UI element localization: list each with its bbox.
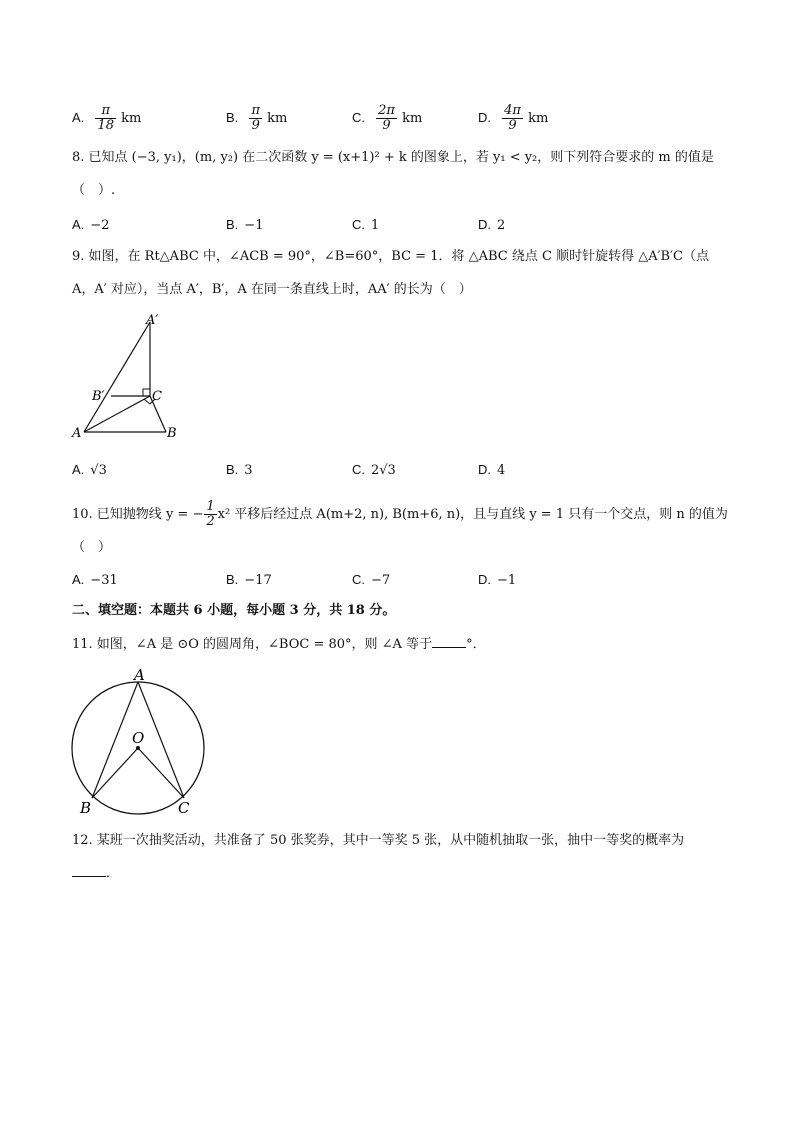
label-a-prime: A′: [146, 313, 159, 328]
fraction-denominator: 9: [251, 118, 260, 133]
q7-option-c: [352, 104, 422, 133]
option-text: 1: [371, 218, 380, 233]
label-b-prime: B′: [92, 389, 105, 404]
q12-stem-post: ．: [106, 866, 120, 881]
q7-option-b: [226, 104, 287, 133]
q7-option-d: [478, 104, 548, 133]
q8-option-b: [226, 212, 263, 239]
fraction: [95, 104, 116, 133]
fraction: [249, 104, 262, 133]
option-label: A.: [72, 217, 85, 232]
option-label: C.: [352, 572, 365, 587]
q8-stem-line-2: （ ）.: [72, 183, 116, 198]
q10-stem-line-2: （ ）: [72, 540, 112, 555]
unit: km: [528, 111, 549, 126]
q10-option-d: [478, 567, 516, 594]
option-text: −7: [371, 573, 391, 588]
fraction: [204, 500, 216, 529]
option-text: −2: [90, 218, 110, 233]
fraction-denominator: 2: [206, 514, 215, 529]
fraction-denominator: 9: [508, 118, 517, 133]
right-angle-mark: [143, 389, 150, 396]
q9-options: [72, 457, 732, 483]
q8-option-c: [352, 212, 379, 239]
q9-stem-line-1: 9. 如图，在 Rt△ABC 中，∠ACB = 90°，∠B=60°，BC = 1．将 △ABC 绕点 C 顺时针旋转得 △A′B′C（点: [72, 249, 709, 264]
fraction-numerator: 4π: [504, 103, 521, 118]
fraction-denominator: 9: [382, 118, 391, 133]
unit: km: [121, 111, 142, 126]
q10-stem-pre: 10. 已知抛物线 y = −: [72, 507, 204, 522]
option-label: B.: [226, 110, 239, 125]
option-text: −31: [90, 573, 118, 588]
radius-ob: [92, 748, 138, 798]
option-label: A.: [72, 462, 85, 477]
q11-circle-figure: [64, 664, 214, 819]
q9-option-d: [478, 457, 505, 484]
q11-stem-post: °．: [466, 637, 486, 652]
chord-ac: [138, 682, 184, 798]
answer-blank[interactable]: [72, 862, 106, 877]
q12-stem-line-1: 12. 某班一次抽奖活动，共准备了 50 张奖券，其中一等奖 5 张，从中随机抽取一张，抽中一等奖的概率为: [72, 833, 685, 848]
option-label: B.: [226, 462, 239, 477]
label-c: C: [152, 389, 162, 404]
q10-option-c: [352, 567, 390, 594]
option-text: −17: [244, 573, 272, 588]
q7-option-a: [72, 104, 141, 133]
label-b: B: [167, 426, 177, 441]
option-label: D.: [478, 217, 491, 232]
option-label: A.: [72, 572, 85, 587]
q10-stem-line-1: [72, 500, 734, 529]
option-label: C.: [352, 462, 365, 477]
answer-blank[interactable]: [432, 633, 466, 648]
option-label: B.: [226, 217, 239, 232]
label-b: B: [80, 799, 92, 817]
q8-option-a: [72, 212, 109, 239]
q7-options: [72, 103, 732, 133]
option-label: D.: [478, 110, 491, 125]
q10-options: [72, 567, 732, 593]
fraction: [502, 104, 523, 133]
q12-stem-line-2: [72, 862, 734, 884]
q11-stem-pre: 11. 如图，∠A 是 ⊙O 的圆周角，∠BOC = 80°，则 ∠A 等于: [72, 637, 433, 652]
option-text: 4: [497, 463, 506, 478]
label-o: O: [132, 729, 145, 747]
unit: km: [402, 111, 423, 126]
q8-option-d: [478, 212, 505, 239]
option-text: −1: [244, 218, 264, 233]
q9-option-c: [352, 457, 396, 484]
fraction-numerator: 1: [206, 499, 215, 514]
radius-oc: [138, 748, 184, 798]
q9-triangle-figure: [66, 306, 196, 446]
q8-stem-line-1: 8. 已知点 (−3, y₁)，(m, y₂) 在二次函数 y = (x+1)² + k 的图象上，若 y₁ < y₂，则下列符合要求的 m 的值是: [72, 150, 714, 165]
option-text: 3: [244, 463, 253, 478]
q11-stem: [72, 633, 734, 655]
option-label: C.: [352, 217, 365, 232]
q9-option-b: [226, 457, 253, 484]
q10-option-a: [72, 567, 118, 594]
fraction-denominator: 18: [97, 118, 114, 133]
line-a-aprime: [84, 322, 150, 432]
option-text: √3: [90, 463, 107, 478]
label-a: A: [134, 666, 145, 684]
option-text: 2√3: [371, 463, 396, 478]
label-a: A: [72, 426, 82, 441]
option-label: C.: [352, 110, 365, 125]
fraction-numerator: π: [95, 104, 116, 119]
fraction-numerator: 2π: [378, 103, 395, 118]
unit: km: [267, 111, 288, 126]
q10-stem-post: x² 平移后经过点 A(m+2, n), B(m+6, n)，且与直线 y = 1 只有一个交点，则 n 的值为: [217, 507, 728, 522]
fraction: [376, 104, 397, 133]
q9-stem-line-2: A，A′ 对应），当点 A′，B′，A 在同一条直线上时，AA′ 的长为（ ）: [72, 282, 472, 297]
q10-option-b: [226, 567, 272, 594]
option-text: −1: [497, 573, 517, 588]
option-label: A.: [72, 110, 85, 125]
q9-option-a: [72, 457, 107, 484]
option-label: D.: [478, 572, 491, 587]
option-text: 2: [497, 218, 506, 233]
option-label: B.: [226, 572, 239, 587]
option-label: D.: [478, 462, 491, 477]
q8-options: [72, 212, 732, 238]
label-c: C: [178, 799, 190, 817]
fraction-numerator: π: [251, 103, 260, 118]
section-heading-fill-in: 二、填空题：本题共 6 小题，每小题 3 分，共 18 分。: [72, 603, 396, 618]
